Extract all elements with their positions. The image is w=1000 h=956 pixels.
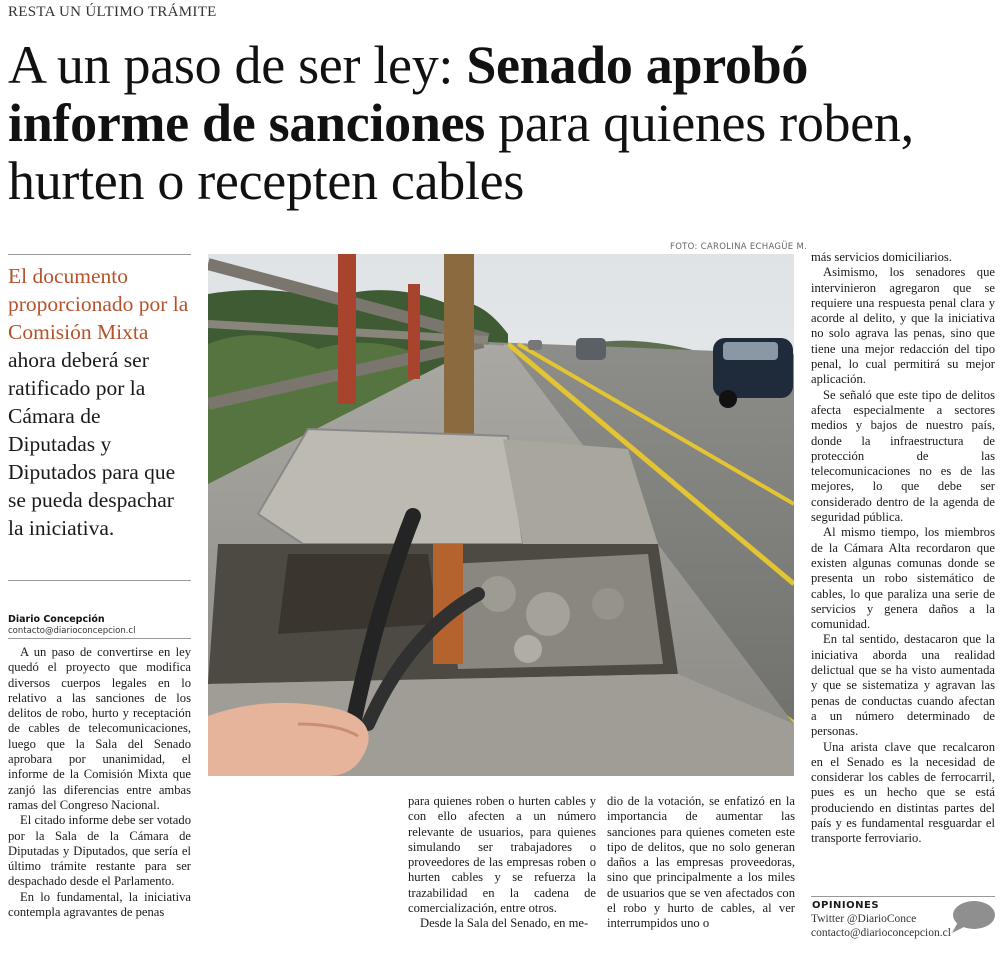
article-photo	[208, 254, 794, 776]
opinions-title: OPINIONES	[812, 900, 880, 911]
body-column-1	[8, 645, 191, 920]
lead-rest: ahora deberá ser ratificado por la Cámara de Diputadas y Diputados para que se pueda despachar la iniciativa.	[8, 348, 176, 540]
lead-bottom-rule	[8, 580, 191, 581]
headline	[8, 36, 993, 210]
signature-rule	[8, 638, 191, 639]
paragraph: Se señaló que este tipo de delitos afecta especialmente a sectores medios y bajos de nuestro país, donde la infraestructura de protección de las telecomunicaciones no es de las mejores, lo que debe ser considerado dentro de la agenda de seguridad pública.	[811, 387, 995, 525]
body-column-4	[811, 250, 995, 847]
lead-top-rule	[8, 254, 191, 255]
photo-credit: FOTO: CAROLINA ECHAGÜE M.	[670, 242, 808, 252]
paragraph: Una arista clave que recalcaron en el Senado es la necesidad de considerar los cables de ferrocarril, pues es un hecho que se está produciendo en distintas partes del país y es fundamental resguardar el transporte ferroviario.	[811, 739, 995, 846]
paragraph: Asimismo, los senadores que intervinieron agregaron que se requiere una respuesta penal clara y acorde al delito, y que la iniciativa no solo agrava las penas, sino que tiene una mejor redacción del tipo penal, lo cual permitirá su mejor aplicación.	[811, 265, 995, 387]
paragraph: más servicios domiciliarios.	[811, 250, 952, 264]
kicker: RESTA UN ÚLTIMO TRÁMITE	[8, 4, 217, 20]
body-column-2	[408, 794, 596, 932]
speech-bubble-icon	[950, 900, 996, 939]
paragraph: En tal sentido, destacaron que la iniciativa aborda una realidad delictual que se ha visto aumentada y que se sistematiza y agravan las penas de conductas cuando afectan a un número determinado de personas.	[811, 632, 995, 739]
paragraph: Al mismo tiempo, los miembros de la Cámara Alta recordaron que existen algunas comunas donde se presenta un robo sistemático de cables, lo que paraliza una serie de servicios y genera daños a la comunidad.	[811, 525, 995, 632]
paragraph: El citado informe debe ser votado por la Sala de la Cámara de Diputadas y Diputados, que sería el último trámite restante para ser despachado desde el Parlamento.	[8, 813, 191, 889]
lead-text	[8, 262, 193, 542]
author-name: Diario Concepción	[8, 614, 105, 625]
body-column-3	[607, 794, 795, 932]
opinions-rule	[811, 896, 995, 897]
headline-part1: A un paso de ser ley:	[8, 35, 467, 95]
author-email[interactable]: contacto@diarioconcepcion.cl	[8, 626, 136, 636]
paragraph: A un paso de convertirse en ley quedó el proyecto que modifica diversos cuerpos legales en lo relativo a las sanciones de los delitos de robo, hurto y receptación de cables de telecomunicaciones, luego que la Sala del Senado aprobara por unanimidad, el informe de la Comisión Mixta que zanjó las diferencias entre ambas ramas del Congreso Nacional.	[8, 645, 191, 812]
headline-part2: para quienes roben, hurten o recepten cables	[8, 93, 914, 211]
paragraph: En lo fundamental, la iniciativa contempla agravantes de penas	[8, 889, 191, 920]
paragraph: dio de la votación, se enfatizó en la importancia de aumentar las sanciones para quienes cometen este tipo de delitos, que no solo generan daños a las empresas proveedoras, sino que principalmente a los miles de usuarios que se ven afectados con el robo y hurto de cables, al ver interrumpidos uno o	[607, 794, 795, 931]
lead-highlight: El documento proporcionado por la Comisión Mixta	[8, 264, 189, 344]
headline-bold: Senado aprobó informe de sanciones	[8, 35, 809, 153]
paragraph: para quienes roben o hurten cables y con ello afecten a un número relevante de usuarios, para quienes simulando ser trabajadores o proveedores de las empresas roben o hurten cables y se refuerza la trazabilidad en la cadena de comercialización, entre otros.	[408, 794, 596, 916]
opinions-twitter[interactable]: Twitter @DiarioConce	[811, 913, 917, 925]
opinions-email[interactable]: contacto@diarioconcepcion.cl	[811, 927, 951, 939]
paragraph: Desde la Sala del Senado, en me-	[420, 916, 589, 931]
bridge-cable-photo	[208, 254, 794, 776]
